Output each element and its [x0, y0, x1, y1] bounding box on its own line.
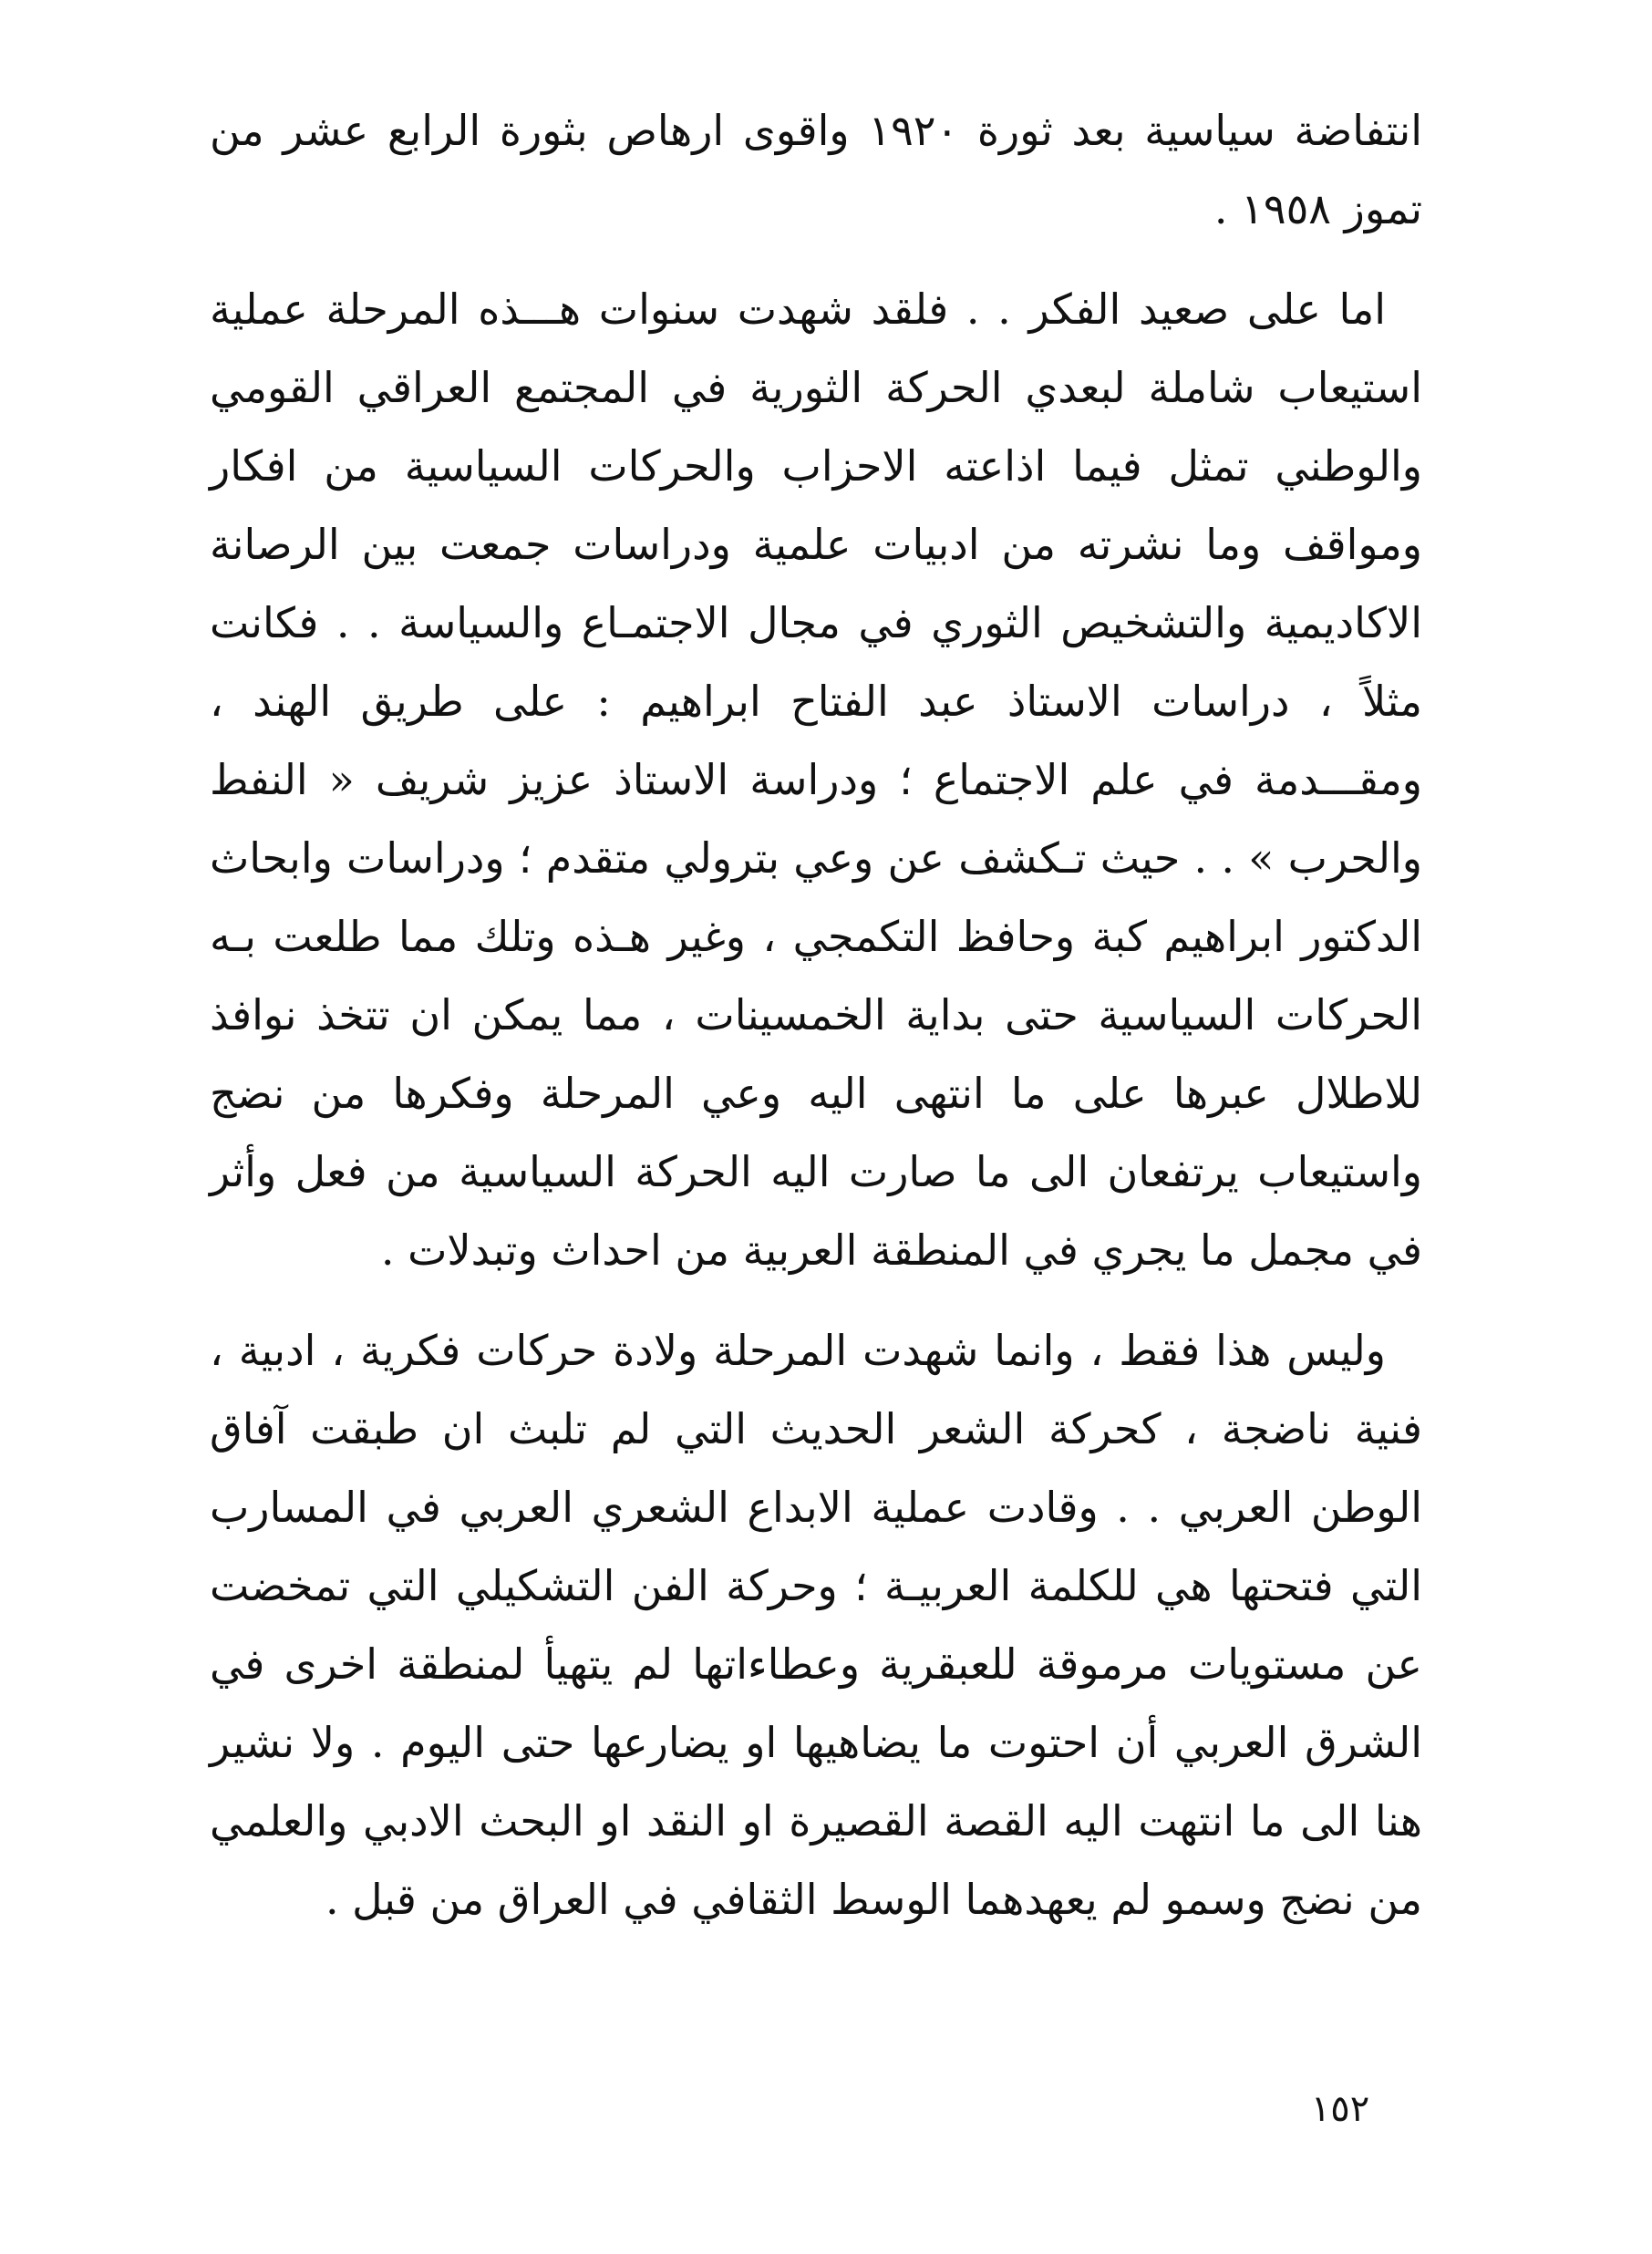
paragraph-3: وليس هذا فقط ، وانما شهدت المرحلة ولادة حركات فكرية ، ادبية ، فنية ناضجة ، كحركة الشعر الحديث التي لم تلبث ان طبقت آفاق الوطن العربي . . وقادت عملية الابداع الشعري العربي في المسارب التي فتحتها هي للكلمة العربيـة ؛ وحركة الفن التشكيلي التي تمخضت عن مستويات مرموقة للعبقرية وعطاءاتها لم يتهيأ لمنطقة اخرى في الشرق العربي أن احتوت ما يضاهيها او يضارعها حتى اليوم . ولا نشير هنا الى ما انتهت اليه القصة القصيرة او النقد او البحث الادبي والعلمي من نضج وسمو لم يعهدهما الوسط الثقافي في العراق من قبل . — [210, 1326, 1422, 1924]
paragraph-1: انتفاضة سياسية بعد ثورة ١٩٢٠ واقوى ارهاص بثورة الرابع عشر من تموز ١٩٥٨ . — [210, 106, 1422, 233]
body-text — [210, 91, 1422, 1960]
page-number: ١٥٢ — [1310, 2088, 1370, 2130]
paragraph-2: اما على صعيد الفكر . . فلقد شهدت سنوات هـــذه المرحلة عملية استيعاب شاملة لبعدي الحركة الثورية في المجتمع العراقي القومي والوطني تمثل فيما اذاعته الاحزاب والحركات السياسية من افكار ومواقف وما نشرته من ادبيات علمية ودراسات جمعت بين الرصانة الاكاديمية والتشخيص الثوري في مجال الاجتمـاع والسياسة . . فكانت مثلاً ، دراسات الاستاذ عبد الفتاح ابراهيم : على طريق الهند ، ومقـــدمة في علم الاجتماع ؛ ودراسة الاستاذ عزيز شريف « النفط والحرب » . . حيث تـكشف عن وعي بترولي متقدم ؛ ودراسات وابحاث الدكتور ابراهيم كبة وحافظ التكمجي ، وغير هـذه وتلك مما طلعت بـه الحركات السياسية حتى بداية الخمسينات ، مما يمكن ان تتخذ نوافذ للاطلال عبرها على ما انتهى اليه وعي المرحلة وفكرها من نضج واستيعاب يرتفعان الى ما صارت اليه الحركة السياسية من فعل وأثر في مجمل ما يجري في المنطقة العربية من احداث وتبدلات . — [210, 284, 1423, 1275]
